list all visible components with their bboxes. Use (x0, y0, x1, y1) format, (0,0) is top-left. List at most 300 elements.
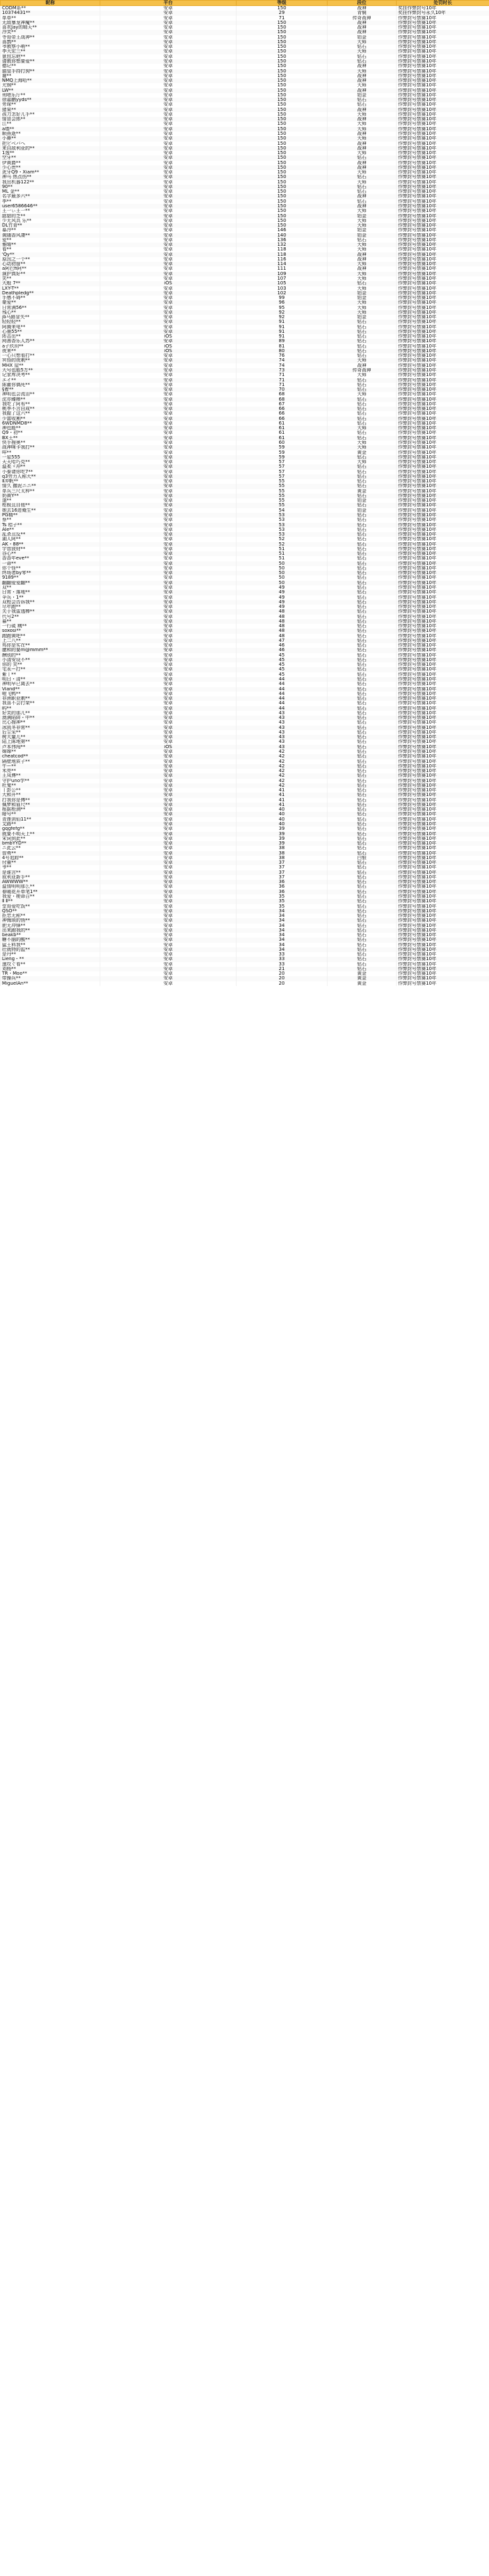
platform-cell: 安卓 (100, 470, 237, 474)
nickname-cell: 智勇** (1, 851, 100, 856)
rank-cell: 钻石 (328, 904, 397, 909)
table-row (1, 228, 489, 233)
penalty-cell: 作弊封号禁赛10年 (397, 383, 489, 387)
penalty-cell: 作弊封号禁赛10年 (397, 615, 489, 619)
table-row (1, 749, 489, 754)
nickname-cell: 澳满陷阱・中** (1, 716, 100, 720)
table-row (1, 441, 489, 445)
table-row (1, 286, 489, 291)
rank-cell: 钻石 (328, 735, 397, 740)
rank-cell: 钻石 (328, 595, 397, 600)
nickname-cell: 尤钢** (1, 83, 100, 88)
nickname-cell: 青莲剑仙11** (1, 817, 100, 822)
nickname-cell: NMQ上海哈** (1, 78, 100, 83)
nickname-cell: 宇智波财** (1, 547, 100, 551)
nickname-cell: 旁琛** (1, 102, 100, 107)
rank-cell: 黄金 (328, 976, 397, 981)
table-row (1, 315, 489, 320)
penalty-cell: 作弊封号禁赛10年 (397, 653, 489, 658)
table-row (1, 532, 489, 537)
table-row (1, 605, 489, 609)
header-rank: 段位 (328, 1, 397, 6)
nickname-cell: 她去16进俺生** (1, 508, 100, 513)
level-cell: 48 (237, 619, 328, 624)
table-row (1, 474, 489, 479)
table-row (1, 450, 489, 455)
rank-cell: 大师 (328, 83, 397, 88)
table-row (1, 175, 489, 179)
platform-cell: 安卓 (100, 513, 237, 518)
penalty-cell: 作弊封号禁赛10年 (397, 21, 489, 25)
penalty-cell: 作弊封号禁赛10年 (397, 16, 489, 21)
platform-cell: 安卓 (100, 417, 237, 421)
platform-cell: 安卓 (100, 860, 237, 865)
platform-cell: 安卓 (100, 45, 237, 49)
rank-cell: 钻石 (328, 706, 397, 711)
table-row (1, 320, 489, 324)
nickname-cell: 嫦嫦** (1, 749, 100, 754)
penalty-cell: 作弊封号禁赛10年 (397, 349, 489, 353)
platform-cell: 安卓 (100, 421, 237, 426)
platform-cell: 安卓 (100, 754, 237, 759)
level-cell: 33 (237, 957, 328, 961)
penalty-cell: 作弊封号禁赛10年 (397, 528, 489, 532)
level-cell: 150 (237, 93, 328, 98)
nickname-cell: 跑跑黄吧** (1, 634, 100, 639)
platform-cell: 安卓 (100, 310, 237, 315)
table-row (1, 16, 489, 21)
level-cell: 49 (237, 585, 328, 590)
table-row (1, 682, 489, 686)
nickname-cell: 雅晴** (1, 243, 100, 247)
rank-cell: 战神 (328, 204, 397, 209)
table-row (1, 914, 489, 918)
platform-cell: iOS (100, 745, 237, 749)
level-cell: 41 (237, 798, 328, 803)
table-row (1, 817, 489, 822)
nickname-cell: 1逸** (1, 151, 100, 155)
table-row (1, 740, 489, 744)
nickname-cell: QSO** (1, 909, 100, 914)
platform-cell: 安卓 (100, 122, 237, 126)
level-cell: 29 (237, 11, 328, 15)
nickname-cell: Q9・初** (1, 431, 100, 435)
rank-cell: 钻石 (328, 884, 397, 889)
rank-cell: 钻石 (328, 585, 397, 590)
penalty-cell: 作弊封号禁赛10年 (397, 74, 489, 78)
penalty-cell: 作弊封号禁赛10年 (397, 532, 489, 537)
platform-cell: 安卓 (100, 219, 237, 223)
level-cell: 48 (237, 629, 328, 633)
level-cell: 150 (237, 204, 328, 209)
rank-cell: 钻石 (328, 798, 397, 803)
penalty-cell: 作弊封号禁赛10年 (397, 498, 489, 503)
penalty-cell: 作弊封号禁赛10年 (397, 417, 489, 421)
penalty-cell: 作弊封号禁赛10年 (397, 798, 489, 803)
nickname-cell: TR・Moo** (1, 971, 100, 976)
level-cell: 42 (237, 769, 328, 773)
level-cell: 102 (237, 291, 328, 296)
table-row (1, 136, 489, 141)
nickname-cell: 猫皇手持打狗** (1, 69, 100, 74)
nickname-cell: ニ此云** (1, 846, 100, 850)
penalty-cell: 作弊封号禁赛10年 (397, 706, 489, 711)
table-row (1, 909, 489, 914)
nickname-cell: 阿腾来电** (1, 325, 100, 330)
penalty-cell: 作弊封号禁赛10年 (397, 803, 489, 807)
level-cell: 36 (237, 890, 328, 894)
level-cell: 34 (237, 909, 328, 914)
nickname-cell: cheatcod** (1, 754, 100, 759)
platform-cell: 安卓 (100, 595, 237, 600)
level-cell: 116 (237, 257, 328, 262)
nickname-cell: 我吃了阿布** (1, 402, 100, 407)
platform-cell: 安卓 (100, 112, 237, 117)
nickname-cell: 根据枪测** (1, 807, 100, 812)
nickname-cell: 陆上陈地第** (1, 740, 100, 744)
platform-cell: 安卓 (100, 720, 237, 725)
platform-cell: 安卓 (100, 899, 237, 904)
platform-cell: 安卓 (100, 518, 237, 522)
level-cell: 150 (237, 78, 328, 83)
rank-cell: 大师 (328, 373, 397, 377)
rank-cell: 钻石 (328, 619, 397, 624)
table-row (1, 933, 489, 938)
penalty-cell: 作弊封号禁赛10年 (397, 875, 489, 880)
rank-cell: 钻石 (328, 436, 397, 441)
penalty-cell: 作弊封号禁赛10年 (397, 441, 489, 445)
nickname-cell: 宅永ー打** (1, 667, 100, 672)
penalty-cell: 作弊封号禁赛10年 (397, 899, 489, 904)
rank-cell: 钻石 (328, 832, 397, 837)
table-row (1, 325, 489, 330)
rank-cell: 钻石 (328, 947, 397, 952)
platform-cell: 安卓 (100, 378, 237, 383)
table-row (1, 426, 489, 431)
platform-cell: 安卓 (100, 706, 237, 711)
platform-cell: 安卓 (100, 83, 237, 88)
table-row (1, 827, 489, 831)
rank-cell: 钻石 (328, 383, 397, 387)
level-cell: 40 (237, 817, 328, 822)
platform-cell: 安卓 (100, 185, 237, 189)
platform-cell: iOS (100, 334, 237, 339)
level-cell: 71 (237, 378, 328, 383)
level-cell: 42 (237, 764, 328, 769)
rank-cell: 钻石 (328, 349, 397, 353)
nickname-cell: 大般 7** (1, 281, 100, 286)
penalty-cell: 作弊封号禁赛10年 (397, 595, 489, 600)
level-cell: 35 (237, 894, 328, 899)
rank-cell: 钻石 (328, 807, 397, 812)
level-cell: 35 (237, 904, 328, 909)
table-row (1, 943, 489, 947)
level-cell: 50 (237, 561, 328, 566)
rank-cell: 钻石 (328, 102, 397, 107)
platform-cell: 安卓 (100, 243, 237, 247)
platform-cell: 安卓 (100, 252, 237, 257)
level-cell: 55 (237, 494, 328, 498)
nickname-cell: 日常・落地** (1, 590, 100, 595)
table-row (1, 165, 489, 170)
rank-cell: 大师 (328, 127, 397, 132)
level-cell: 150 (237, 214, 328, 219)
nickname-cell: 暗号** (1, 812, 100, 817)
penalty-cell: 作弊封号禁赛10年 (397, 310, 489, 315)
rank-cell: 钻石 (328, 581, 397, 585)
platform-cell: 安卓 (100, 300, 237, 305)
nickname-cell: 奶黄Y** (1, 494, 100, 498)
table-row (1, 924, 489, 928)
table-row (1, 807, 489, 812)
rank-cell: 大师 (328, 151, 397, 155)
rank-cell: 钻石 (328, 513, 397, 518)
nickname-cell: 4号追踪** (1, 856, 100, 860)
nickname-cell: 咩** (1, 450, 100, 455)
level-cell: 150 (237, 180, 328, 185)
rank-cell: 钻石 (328, 609, 397, 614)
rank-cell: 钻石 (328, 701, 397, 706)
table-row (1, 701, 489, 706)
nickname-cell: 演护真好** (1, 272, 100, 276)
table-row (1, 397, 489, 402)
rank-cell: 钻石 (328, 924, 397, 928)
table-row (1, 952, 489, 957)
table-row (1, 112, 489, 117)
level-cell: 150 (237, 151, 328, 155)
table-row (1, 189, 489, 194)
table-row (1, 464, 489, 469)
platform-cell: 安卓 (100, 98, 237, 102)
rank-cell: 青铜 (328, 11, 397, 15)
nickname-cell: 伊黄爵** (1, 161, 100, 165)
nickname-cell: 网善香乐人苏** (1, 339, 100, 344)
penalty-cell: 作弊封号禁赛10年 (397, 735, 489, 740)
rank-cell: 钻石 (328, 696, 397, 701)
penalty-cell: 作弊封号禁赛10年 (397, 696, 489, 701)
platform-cell: 安卓 (100, 117, 237, 122)
level-cell: 39 (237, 832, 328, 837)
rank-cell: 钻石 (328, 793, 397, 797)
penalty-cell: 作弊封号禁赛10年 (397, 870, 489, 875)
rank-cell: 钻石 (328, 967, 397, 971)
platform-cell: 安卓 (100, 21, 237, 25)
penalty-cell: 作弊封号禁赛10年 (397, 368, 489, 373)
penalty-cell: 作弊封号禁赛10年 (397, 575, 489, 580)
nickname-cell: 付童** (1, 860, 100, 865)
table-row (1, 494, 489, 498)
level-cell: 150 (237, 185, 328, 189)
penalty-cell: 作弊封号禁赛10年 (397, 479, 489, 484)
nickname-cell: 上二八** (1, 639, 100, 643)
rank-cell: 铂金 (328, 498, 397, 503)
rank-cell: 钻石 (328, 199, 397, 204)
nickname-cell: 谢** (1, 74, 100, 78)
penalty-cell: 作弊封号禁赛10年 (397, 142, 489, 146)
table-row (1, 25, 489, 30)
rank-cell: 钻石 (328, 470, 397, 474)
table-row (1, 417, 489, 421)
table-row (1, 745, 489, 749)
table-row (1, 629, 489, 633)
nickname-cell: AWWWW** (1, 880, 100, 884)
rank-cell: 战神 (328, 88, 397, 93)
rank-cell: 钻石 (328, 556, 397, 561)
platform-cell: 安卓 (100, 749, 237, 754)
level-cell: 61 (237, 436, 328, 441)
level-cell: 49 (237, 605, 328, 609)
table-row (1, 6, 489, 11)
nickname-cell: 紫丨** (1, 672, 100, 677)
table-row (1, 865, 489, 870)
table-row (1, 880, 489, 884)
rank-cell: 钻石 (328, 918, 397, 923)
penalty-cell: 作弊封号禁赛10年 (397, 773, 489, 778)
table-row (1, 69, 489, 74)
penalty-cell: 作弊封号禁赛10年 (397, 585, 489, 590)
penalty-cell: 奖挂作弊封号永久10年 (397, 11, 489, 15)
penalty-cell: 作弊封号禁赛10年 (397, 634, 489, 639)
platform-cell: 安卓 (100, 320, 237, 324)
level-cell: 150 (237, 64, 328, 68)
penalty-cell: 作弊封号禁赛10年 (397, 238, 489, 243)
table-row (1, 735, 489, 740)
platform-cell: 安卓 (100, 11, 237, 15)
table-row (1, 779, 489, 783)
platform-cell: 安卓 (100, 35, 237, 40)
platform-cell: 安卓 (100, 358, 237, 363)
level-cell: 39 (237, 827, 328, 831)
nickname-cell: 叙利亚新手** (1, 875, 100, 880)
nickname-cell: 请教你想要爱** (1, 59, 100, 64)
platform-cell: 安卓 (100, 6, 237, 11)
rank-cell: 钻石 (328, 455, 397, 460)
rank-cell: 大师 (328, 180, 397, 185)
penalty-cell: 作弊封号禁赛10年 (397, 83, 489, 88)
nickname-cell: 你个怪** (1, 566, 100, 571)
nickname-cell: 双枪会告诉我** (1, 600, 100, 605)
rank-cell: 钻石 (328, 779, 397, 783)
penalty-cell: 作弊封号禁赛10年 (397, 981, 489, 986)
penalty-cell: 作弊封号禁赛10年 (397, 165, 489, 170)
rank-cell: 钻石 (328, 841, 397, 846)
level-cell: 48 (237, 609, 328, 614)
nickname-cell: a阿巴fi阿** (1, 266, 100, 271)
table-row (1, 122, 489, 126)
penalty-cell: 作弊封号禁赛10年 (397, 276, 489, 281)
level-cell: 59 (237, 455, 328, 460)
penalty-cell: 作弊封号禁赛10年 (397, 266, 489, 271)
penalty-cell: 作弊封号禁赛10年 (397, 102, 489, 107)
platform-cell: 安卓 (100, 494, 237, 498)
table-row (1, 330, 489, 334)
nickname-cell: 一星555 (1, 455, 100, 460)
platform-cell: 安卓 (100, 542, 237, 547)
nickname-cell: 黄随香风凄** (1, 233, 100, 238)
table-row (1, 971, 489, 976)
level-cell: 132 (237, 243, 328, 247)
table-row (1, 30, 489, 35)
nickname-cell: jb马路冒失** (1, 315, 100, 320)
penalty-cell: 作弊封号禁赛10年 (397, 754, 489, 759)
level-cell: 37 (237, 875, 328, 880)
rank-cell: 钻石 (328, 754, 397, 759)
table-row (1, 957, 489, 961)
rank-cell: 大师 (328, 286, 397, 291)
level-cell: 150 (237, 223, 328, 228)
penalty-cell: 作弊封号禁赛10年 (397, 720, 489, 725)
level-cell: 150 (237, 69, 328, 74)
platform-cell: 安卓 (100, 865, 237, 870)
platform-cell: 安卓 (100, 827, 237, 831)
nickname-cell: 神悔颂的悄** (1, 918, 100, 923)
penalty-cell: 作弊封号禁赛10年 (397, 59, 489, 64)
penalty-cell: 作弊封号禁赛10年 (397, 339, 489, 344)
penalty-cell: 作弊封号禁赛10年 (397, 730, 489, 735)
platform-cell: 安卓 (100, 93, 237, 98)
level-cell: 55 (237, 479, 328, 484)
level-cell: 43 (237, 730, 328, 735)
penalty-cell: 作弊封号禁赛10年 (397, 155, 489, 160)
rank-cell: 大师 (328, 460, 397, 464)
level-cell: 43 (237, 711, 328, 716)
rank-cell: 铂金 (328, 214, 397, 219)
penalty-cell: 作弊封号禁赛10年 (397, 967, 489, 971)
rank-cell: 钻石 (328, 788, 397, 793)
penalty-cell: 作弊封号禁赛10年 (397, 648, 489, 652)
platform-cell: 安卓 (100, 498, 237, 503)
table-row (1, 238, 489, 243)
nickname-cell: 冰凯冬非常** (1, 726, 100, 730)
penalty-cell: 作弊封号禁赛10年 (397, 185, 489, 189)
level-cell: 38 (237, 851, 328, 856)
platform-cell: 安卓 (100, 662, 237, 667)
platform-cell: 安卓 (100, 146, 237, 151)
rank-cell: 钻石 (328, 387, 397, 392)
level-cell: 55 (237, 484, 328, 488)
level-cell: 39 (237, 841, 328, 846)
rank-cell: 钻石 (328, 880, 397, 884)
nickname-cell: Ts 桔子** (1, 523, 100, 528)
table-row (1, 653, 489, 658)
nickname-cell: 刘杨** (1, 967, 100, 971)
table-row (1, 773, 489, 778)
platform-cell: 安卓 (100, 658, 237, 662)
penalty-cell: 作弊封号禁赛10年 (397, 411, 489, 416)
table-row (1, 643, 489, 648)
nickname-cell: 终场者by零** (1, 571, 100, 575)
nickname-cell: 名字最多六** (1, 194, 100, 199)
rank-cell: 铂金 (328, 291, 397, 296)
level-cell: 150 (237, 155, 328, 160)
rank-cell: 钻石 (328, 783, 397, 788)
rank-cell: 钻石 (328, 759, 397, 764)
level-cell: 38 (237, 846, 328, 850)
penalty-cell: 作弊封号禁赛10年 (397, 865, 489, 870)
rank-cell: 钻石 (328, 537, 397, 542)
rank-cell: 钻石 (328, 334, 397, 339)
nickname-cell: 蔡** (1, 518, 100, 522)
penalty-cell: 作弊封号禁赛10年 (397, 460, 489, 464)
platform-cell: 安卓 (100, 590, 237, 595)
table-row (1, 74, 489, 78)
table-row (1, 185, 489, 189)
table-row (1, 194, 489, 199)
nickname-cell: 丨彭公** (1, 788, 100, 793)
nickname-cell: a子玖玥** (1, 344, 100, 349)
level-cell: 111 (237, 266, 328, 271)
table-row (1, 498, 489, 503)
